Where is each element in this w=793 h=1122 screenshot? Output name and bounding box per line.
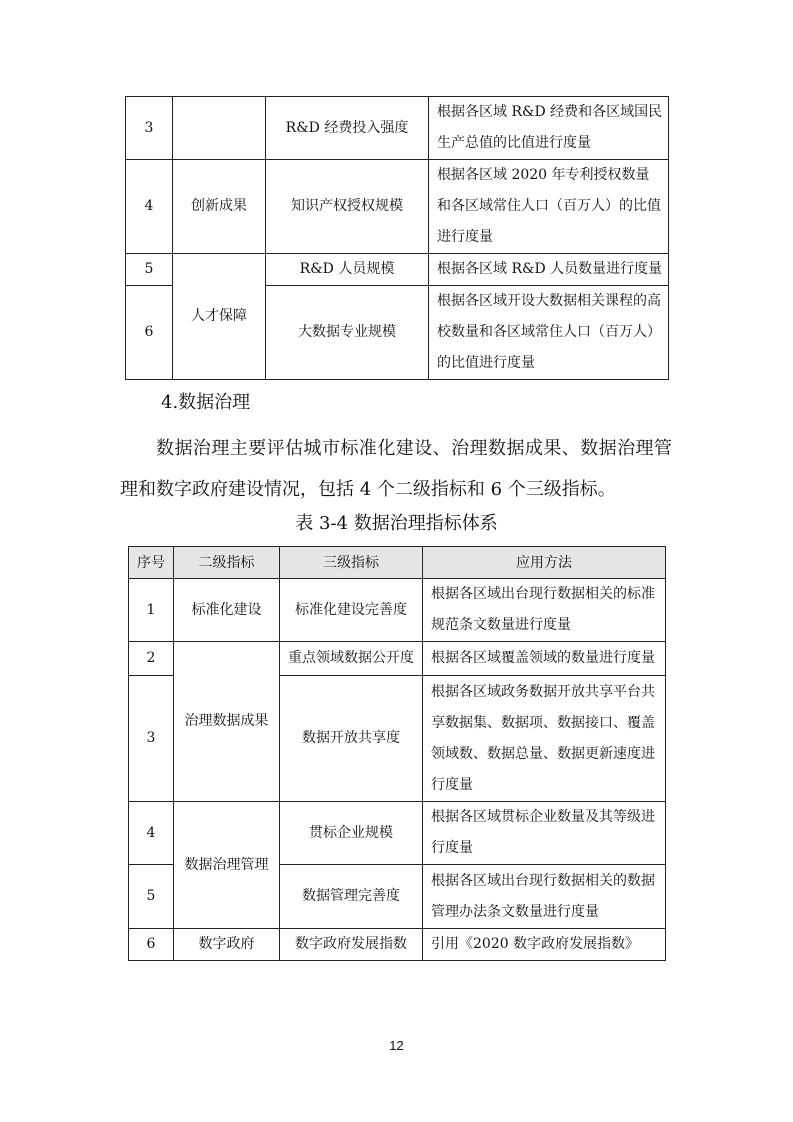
level3-indicator: R&D 人员规模 [266,254,429,286]
row-number: 4 [126,160,173,254]
section-heading: 4.数据治理 [161,392,251,413]
header-level3: 三级指标 [280,547,423,579]
method-cell: 根据各区域政务数据开放共享平台共享数据集、数据项、数据接口、覆盖领域数、数据总量、数据更新速度进行度量 [423,676,666,802]
header-number: 序号 [129,547,174,579]
table-row [129,579,666,642]
table-row [126,160,669,254]
row-number: 4 [129,802,174,865]
level3-indicator: 知识产权授权规模 [266,160,429,254]
row-number: 6 [126,286,173,380]
method-cell: 根据各区域 2020 年专利授权数量和各区域常住人口（百万人）的比值进行度量 [429,160,669,254]
table-caption: 表 3-4 数据治理指标体系 [295,513,498,534]
indicator-table-continued [125,96,669,380]
level2-indicator: 人才保障 [173,254,266,380]
level3-indicator: 数据开放共享度 [280,676,423,802]
method-cell: 根据各区域 R&D 人员数量进行度量 [429,254,669,286]
method-cell: 根据各区域覆盖领域的数量进行度量 [423,642,666,676]
table-row [129,642,666,676]
header-method: 应用方法 [423,547,666,579]
level2-indicator: 创新成果 [173,160,266,254]
method-cell: 根据各区域出台现行数据相关的标准规范条文数量进行度量 [423,579,666,642]
level2-indicator: 标准化建设 [174,579,280,642]
method-cell: 根据各区域 R&D 经费和各区域国民生产总值的比值进行度量 [429,97,669,160]
row-number: 5 [129,865,174,929]
row-number: 3 [126,97,173,160]
level2-indicator [173,97,266,160]
level3-indicator: 数字政府发展指数 [280,929,423,961]
method-cell: 根据各区域开设大数据相关课程的高校数量和各区域常住人口（百万人）的比值进行度量 [429,286,669,380]
row-number: 5 [126,254,173,286]
table-row [126,254,669,286]
level2-indicator: 治理数据成果 [174,642,280,802]
level3-indicator: 大数据专业规模 [266,286,429,380]
method-cell: 根据各区域贯标企业数量及其等级进行度量 [423,802,666,865]
data-governance-indicator-table [128,546,666,961]
row-number: 1 [129,579,174,642]
table-row [129,929,666,961]
level3-indicator: 数据管理完善度 [280,865,423,929]
level2-indicator: 数据治理管理 [174,802,280,929]
level3-indicator: 标准化建设完善度 [280,579,423,642]
row-number: 3 [129,676,174,802]
section-paragraph: 数据治理主要评估城市标准化建设、治理数据成果、数据治理管理和数字政府建设情况，包括 4 个二级指标和 6 个三级指标。 [120,438,672,500]
level3-indicator: 重点领域数据公开度 [280,642,423,676]
table-row [126,97,669,160]
row-number: 6 [129,929,174,961]
method-cell: 引用《2020 数字政府发展指数》 [423,929,666,961]
method-cell: 根据各区域出台现行数据相关的数据管理办法条文数量进行度量 [423,865,666,929]
level2-indicator: 数字政府 [174,929,280,961]
level3-indicator: R&D 经费投入强度 [266,97,429,160]
row-number: 2 [129,642,174,676]
level3-indicator: 贯标企业规模 [280,802,423,865]
page-number: 12 [389,1038,404,1053]
table-header-row [129,547,666,579]
table-row [129,802,666,865]
header-level2: 二级指标 [174,547,280,579]
